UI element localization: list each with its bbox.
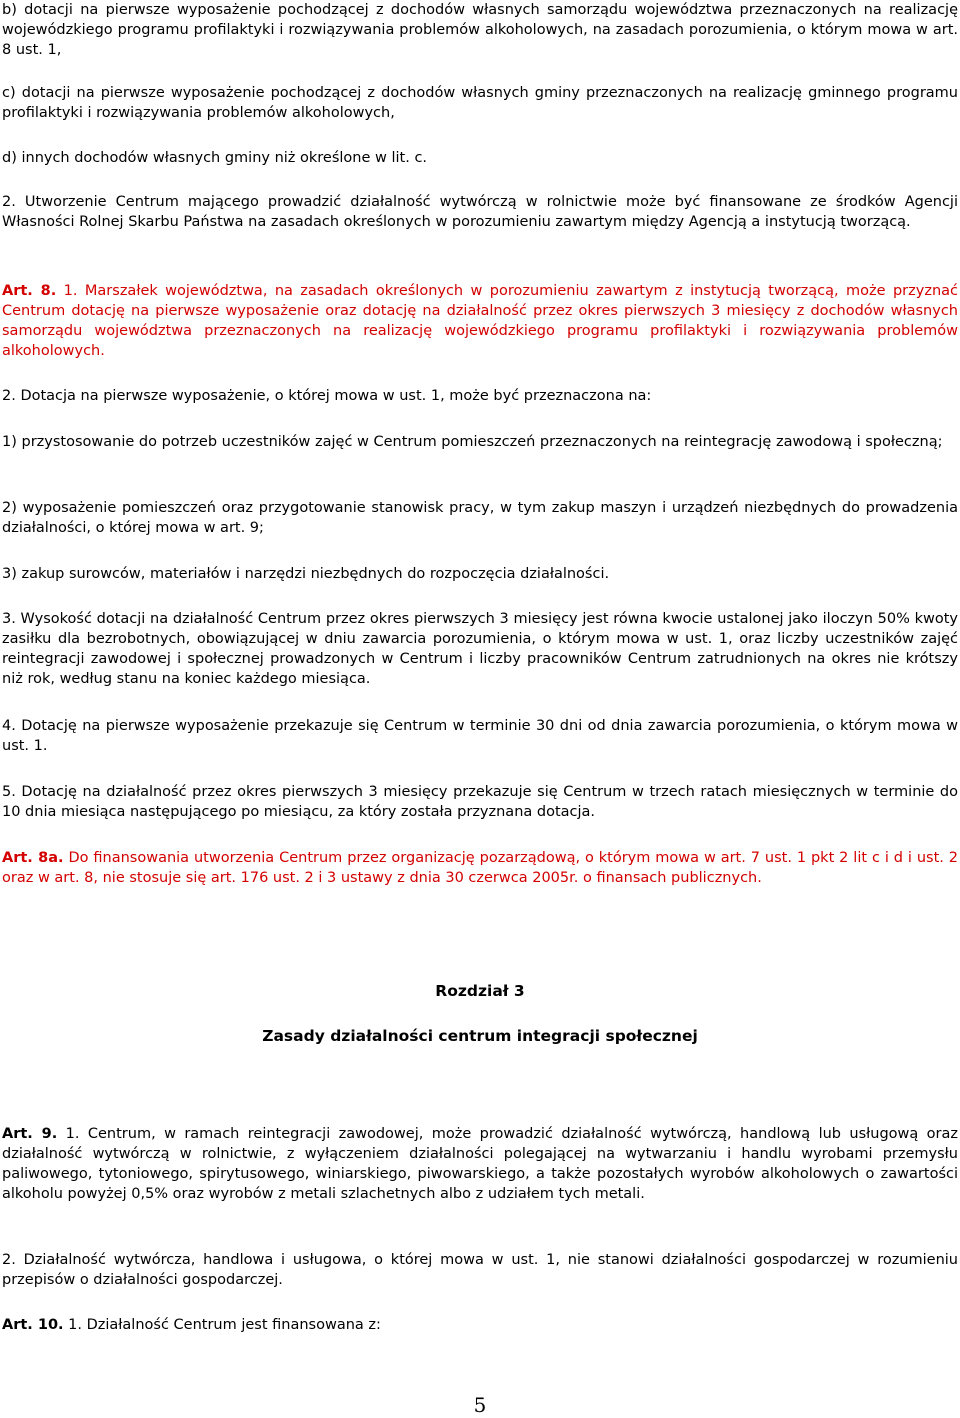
article-8-paragraph-2: 2. Dotacja na pierwsze wyposażenie, o której mowa w ust. 1, może być przeznaczona na: [2,388,652,404]
article-10-label: Art. 10. [2,1317,64,1333]
article-8-paragraph-3: 3. Wysokość dotacji na działalność Centrum przez okres pierwszych 3 miesięcy jest równa kwocie ustalonej jako iloczyn 50% kwoty zasiłku dla bezrobotnych, obowiązującej w dniu zawarcia porozumienia, o którym mowa w ust. 1, oraz liczby uczestników zajęć reintegracji zawodowej i społecznej prowadzonych w Centrum i liczby pracowników Centrum zatrudnionych na okres nie krótszy niż rok, według stanu na koniec każdego miesiąca. [2,611,958,687]
article-9-paragraph-2: 2. Działalność wytwórcza, handlowa i usługowa, o której mowa w ust. 1, nie stanowi działalności gospodarczej w rozumieniu przepisów o działalności gospodarczej. [2,1252,958,1288]
paragraph-lit-d: d) innych dochodów własnych gminy niż określone w lit. c. [2,150,428,166]
article-8-label: Art. 8. [2,283,57,299]
article-8a-label: Art. 8a. [2,850,64,866]
article-8-point-2: 2) wyposażenie pomieszczeń oraz przygotowanie stanowisk pracy, w tym zakup maszyn i urządzeń niezbędnych do prowadzenia działalności, o której mowa w art. 9; [2,500,958,536]
article-8-point-3: 3) zakup surowców, materiałów i narzędzi niezbędnych do rozpoczęcia działalności. [2,566,610,582]
paragraph-lit-c: c) dotacji na pierwsze wyposażenie pochodzącej z dochodów własnych gminy przeznaczonych na realizację gminnego programu profilaktyki i rozwiązywania problemów alkoholowych, [2,85,958,121]
page-number: 5 [473,1393,487,1417]
paragraph-section-2: 2. Utworzenie Centrum mającego prowadzić działalność wytwórczą w rolnictwie może być finansowane ze środków Agencji Własności Rolnej Skarbu Państwa na zasadach określonych w porozumieniu zawartym między Agencją a instytucją tworzącą. [2,194,958,230]
article-9-paragraph-1 [2,1124,958,1204]
article-10-text: 1. Działalność Centrum jest finansowana z: [63,1317,381,1333]
chapter-heading: Rozdział 3 [435,982,525,1000]
article-8-paragraph-1 [2,281,958,361]
article-8-paragraph-4: 4. Dotację na pierwsze wyposażenie przekazuje się Centrum w terminie 30 dni od dnia zawarcia porozumienia, o którym mowa w ust. 1. [2,718,958,754]
article-8-point-1: 1) przystosowanie do potrzeb uczestników zajęć w Centrum pomieszczeń przeznaczonych na reintegrację zawodową i społeczną; [2,434,943,450]
article-8a-text: Do finansowania utworzenia Centrum przez organizację pozarządową, o którym mowa w art. 7 ust. 1 pkt 2 lit c i d i ust. 2 oraz w art. 8, nie stosuje się art. 176 ust. 2 i 3 ustawy z dnia 30 czerwca 2005r. o finansach publicznych. [2,850,958,886]
chapter-title: Zasady działalności centrum integracji społecznej [262,1027,698,1045]
article-9-text: 1. Centrum, w ramach reintegracji zawodowej, może prowadzić działalność wytwórczą, handlową lub usługową oraz działalność wytwórczą w rolnictwie, z wyłączeniem działalności polegającej na wytwarzaniu i handlu wyrobami przemysłu paliwowego, tytoniowego, spirytusowego, winiarskiego, piwowarskiego, a także pozostałych wyrobów alkoholowych o zawartości alkoholu powyżej 0,5% oraz wyrobów z metali szlachetnych albo z udziałem tych metali. [2,1126,958,1202]
article-10-paragraph-1 [2,1315,958,1335]
article-8-text: 1. Marszałek województwa, na zasadach określonych w porozumieniu zawartym z instytucją tworzącą, może przyznać Centrum dotację na pierwsze wyposażenie oraz dotację na działalność przez okres pierwszych 3 miesięcy z dochodów własnych samorządu województwa przeznaczonych na realizację wojewódzkiego programu profilaktyki i rozwiązywania problemów alkoholowych. [2,283,958,359]
article-9-label: Art. 9. [2,1126,58,1142]
article-8a [2,848,958,888]
article-8-paragraph-5: 5. Dotację na działalność przez okres pierwszych 3 miesięcy przekazuje się Centrum w trzech ratach miesięcznych w terminie do 10 dnia miesiąca następującego po miesiącu, za który została przyznana dotacja. [2,784,958,820]
paragraph-lit-b: b) dotacji na pierwsze wyposażenie pochodzącej z dochodów własnych samorządu województwa przeznaczonych na realizację wojewódzkiego programu profilaktyki i rozwiązywania problemów alkoholowych, na zasadach porozumienia, o którym mowa w art. 8 ust. 1, [2,2,958,58]
